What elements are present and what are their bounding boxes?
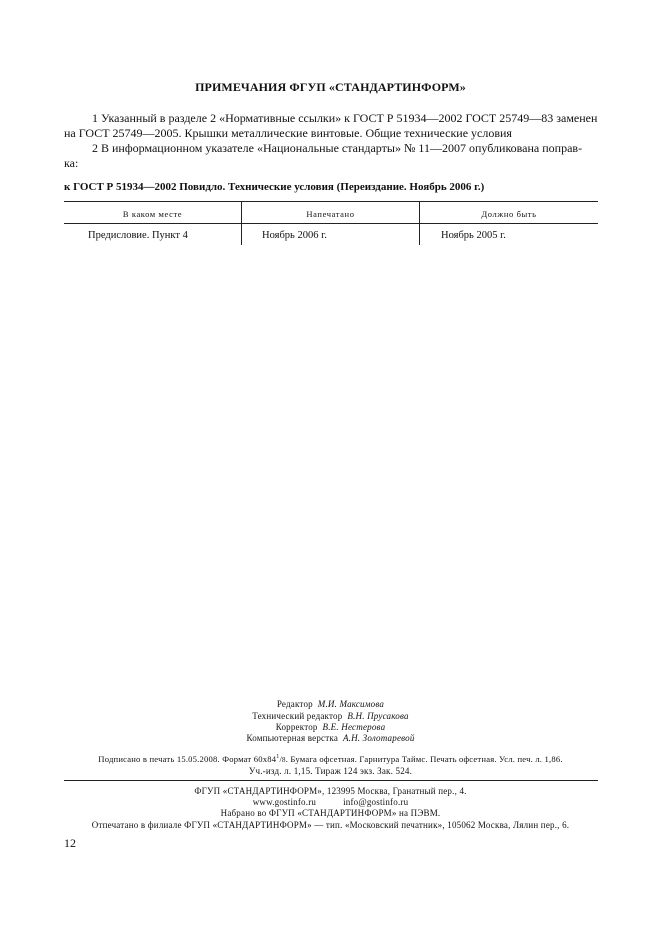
format-fraction-denominator: 8 [282, 756, 286, 764]
publisher-website-link[interactable]: www.gostinfo.ru [252, 797, 317, 807]
page-number: 12 [64, 836, 76, 850]
note-2-line-1: 2 В информационном указателе «Национальные стандарты» № 11—2007 опубликована поправ- [92, 141, 583, 155]
note-1-line-2: на ГОСТ 25749—2005. Крышки металлические винтовые. Общие технические условия [64, 126, 512, 140]
publisher-typeset: Набрано во ФГУП «СТАНДАРТИНФОРМ» на ПЭВМ. [220, 808, 441, 818]
publisher-contacts [0, 797, 661, 807]
table-header-cell: Напечатано [306, 209, 355, 219]
credit-role: Технический редактор [252, 711, 343, 721]
credit-tech-editor [0, 711, 661, 721]
publisher-email-link[interactable]: info@gostinfo.ru [343, 797, 409, 807]
imprint-text: . Бумага офсетная. Гарнитура Таймс. Печать офсетная. Усл. печ. л. 1,86. [285, 754, 563, 764]
credit-role: Редактор [276, 699, 313, 709]
table-column-divider [419, 201, 420, 245]
amendment-heading: к ГОСТ Р 51934—2002 Повидло. Технические условия (Переиздание. Ноябрь 2006 г.) [64, 181, 485, 193]
credit-name: В.Е. Нестерова [322, 722, 386, 732]
credit-name: В.Н. Прусакова [347, 711, 409, 721]
credit-proofreader [0, 722, 661, 732]
table-header-cell: В каком месте [122, 209, 183, 219]
publisher-address: ФГУП «СТАНДАРТИНФОРМ», 123995 Москва, Гранатный пер., 4. [194, 786, 467, 796]
credit-layout [0, 733, 661, 743]
imprint-line-2: Уч.-изд. л. 1,15. Тираж 124 экз. Зак. 524. [248, 766, 413, 776]
note-2-line-2: ка: [64, 156, 79, 170]
table-header-rule [64, 223, 598, 224]
publisher-printed: Отпечатано в филиале ФГУП «СТАНДАРТИНФОРМ» — тип. «Московский печатник», 105062 Москва, Лялин пер., 6. [91, 820, 570, 830]
credit-role: Корректор [275, 722, 318, 732]
table-column-divider [241, 201, 242, 245]
table-cell: Ноябрь 2006 г. [262, 230, 327, 241]
credit-name: М.И. Максимова [317, 699, 385, 709]
credit-editor [0, 699, 661, 709]
imprint-line-1: Подписано в печать 15.05.2008. Формат $60x84^1/8$. Бумага офсетная. Гарнитура Таймс. Печать офсетная. Усл. печ. л. 1,86. [98, 754, 563, 764]
table-header-cell: Должно быть [481, 209, 537, 219]
credit-role: Компьютерная верстка [246, 733, 339, 743]
format-fraction-numerator: 1 [276, 754, 280, 761]
credit-name: А.Н. Золотаревой [342, 733, 415, 743]
table-cell: Ноябрь 2005 г. [441, 230, 506, 241]
table-cell: Предисловие. Пункт 4 [88, 230, 188, 241]
table-top-rule [64, 201, 598, 202]
notes-title: ПРИМЕЧАНИЯ ФГУП «СТАНДАРТИНФОРМ» [195, 80, 466, 94]
note-1-line-1: 1 Указанный в разделе 2 «Нормативные ссылки» к ГОСТ Р 51934—2002 ГОСТ 25749—83 заменен [92, 111, 598, 125]
footer-rule [64, 780, 598, 781]
imprint-text: Подписано в печать 15.05.2008. Формат 60x84 [98, 754, 277, 764]
